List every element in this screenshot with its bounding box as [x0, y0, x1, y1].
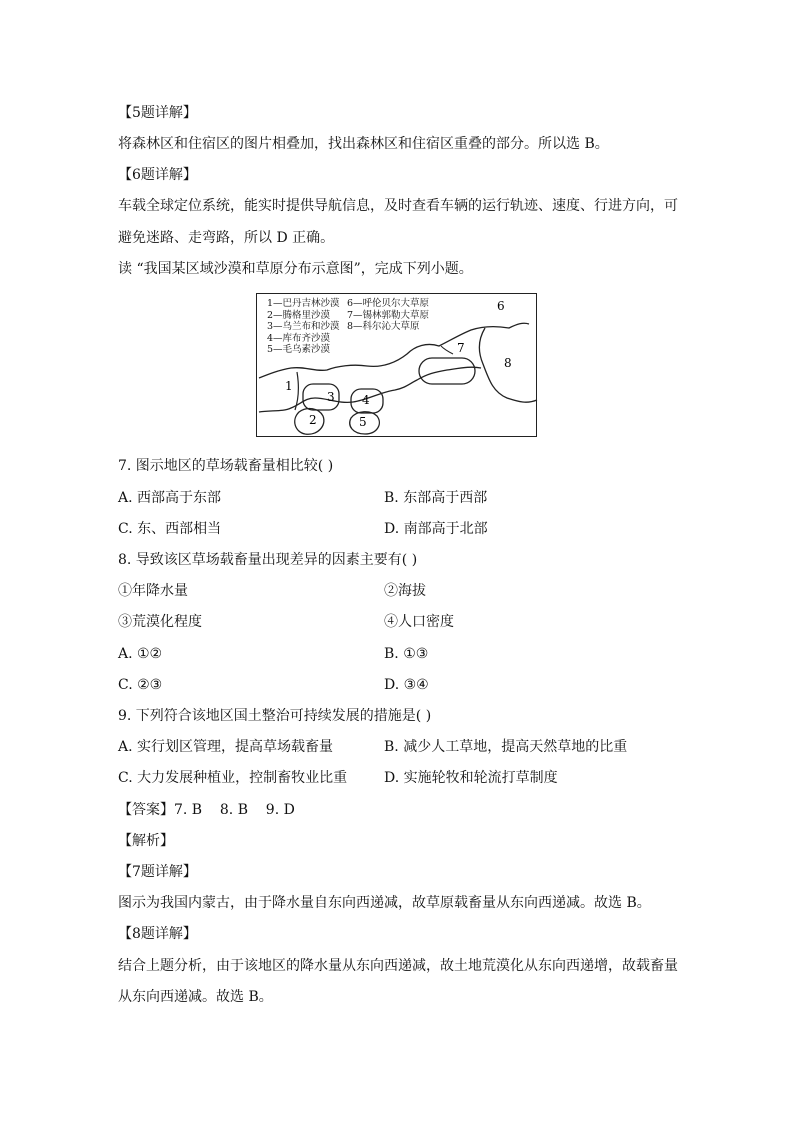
question-8-option-a: A. ①②: [118, 646, 163, 662]
section-7-text: 图示为我国内蒙古，由于降水量自东向西递减，故草原载畜量从东向西递减。故选 B。: [118, 895, 651, 911]
map-label-7: 7: [457, 341, 465, 355]
map-label-3: 3: [327, 390, 335, 404]
question-7-option-c: C. 东、西部相当: [118, 521, 222, 537]
question-8-item-1: ①年降水量: [118, 583, 188, 599]
question-7-option-d: D. 南部高于北部: [384, 521, 488, 537]
question-8-option-c: C. ②③: [118, 677, 163, 693]
map-label-1: 1: [285, 379, 293, 393]
map-label-8: 8: [504, 356, 512, 370]
question-8-stem: 8. 导致该区草场载畜量出现差异的因素主要有( ): [118, 552, 418, 568]
question-9-stem: 9. 下列符合该地区国土整治可持续发展的措施是( ): [118, 708, 432, 724]
legend-item: 5—毛乌素沙漠: [267, 344, 331, 355]
question-8-option-b: B. ①③: [384, 646, 429, 662]
legend-item: 1—巴丹吉林沙漠: [267, 298, 340, 309]
analysis-heading: 【解析】: [118, 833, 174, 849]
question-8-item-3: ③荒漠化程度: [118, 614, 202, 630]
legend-item: 3—乌兰布和沙漠: [267, 321, 340, 332]
question-9-option-c: C. 大力发展种植业，控制畜牧业比重: [118, 770, 348, 786]
legend-item: 8—科尔沁大草原: [347, 321, 420, 332]
map-label-4: 4: [362, 393, 370, 407]
question-7-option-b: B. 东部高于西部: [384, 490, 488, 506]
region-map-figure: [256, 293, 537, 437]
section-6-heading: 【6题详解】: [118, 167, 197, 183]
question-8-item-4: ④人口密度: [384, 614, 454, 630]
legend-item: 6—呼伦贝尔大草原: [347, 298, 430, 309]
question-8-option-d: D. ③④: [384, 677, 429, 693]
answer-key: 【答案】7. B 8. B 9. D: [118, 802, 295, 818]
legend-item: 7—锡林郭勒大草原: [347, 309, 430, 321]
question-7-option-a: A. 西部高于东部: [118, 490, 222, 506]
section-8-text-line1: 结合上题分析，由于该地区的降水量从东向西递减，故土地荒漠化从东向西递增，故载畜量: [118, 958, 678, 974]
map-label-2: 2: [309, 413, 317, 427]
map-legend-deserts: [267, 298, 340, 356]
section-8-heading: 【8题详解】: [118, 926, 197, 942]
question-7-stem: 7. 图示地区的草场载畜量相比较( ): [118, 458, 334, 474]
question-9-option-a: A. 实行划区管理，提高草场载畜量: [118, 739, 334, 755]
question-8-item-2: ②海拔: [384, 583, 426, 599]
section-8-text-line2: 从东向西递减。故选 B。: [118, 989, 273, 1005]
section-5-text: 将森林区和住宿区的图片相叠加，找出森林区和住宿区重叠的部分。所以选 B。: [118, 136, 609, 152]
map-label-6: 6: [497, 299, 505, 313]
section-6-text-line2: 避免迷路、走弯路，所以 D 正确。: [118, 230, 335, 246]
legend-item: 4—库布齐沙漠: [267, 332, 331, 344]
question-9-option-b: B. 减少人工草地，提高天然草地的比重: [384, 739, 628, 755]
map-legend-grasslands: [347, 298, 429, 333]
section-5-heading: 【5题详解】: [118, 105, 197, 121]
question-9-option-d: D. 实施轮牧和轮流打草制度: [384, 770, 558, 786]
section-6-text-line1: 车载全球定位系统，能实时提供导航信息，及时查看车辆的运行轨迹、速度、行进方向，可: [118, 198, 678, 214]
legend-item: 2—腾格里沙漠: [267, 309, 331, 321]
map-label-5: 5: [359, 415, 367, 429]
question-intro: 读 “我国某区域沙漠和草原分布示意图”，完成下列小题。: [118, 261, 473, 277]
section-7-heading: 【7题详解】: [118, 864, 197, 880]
